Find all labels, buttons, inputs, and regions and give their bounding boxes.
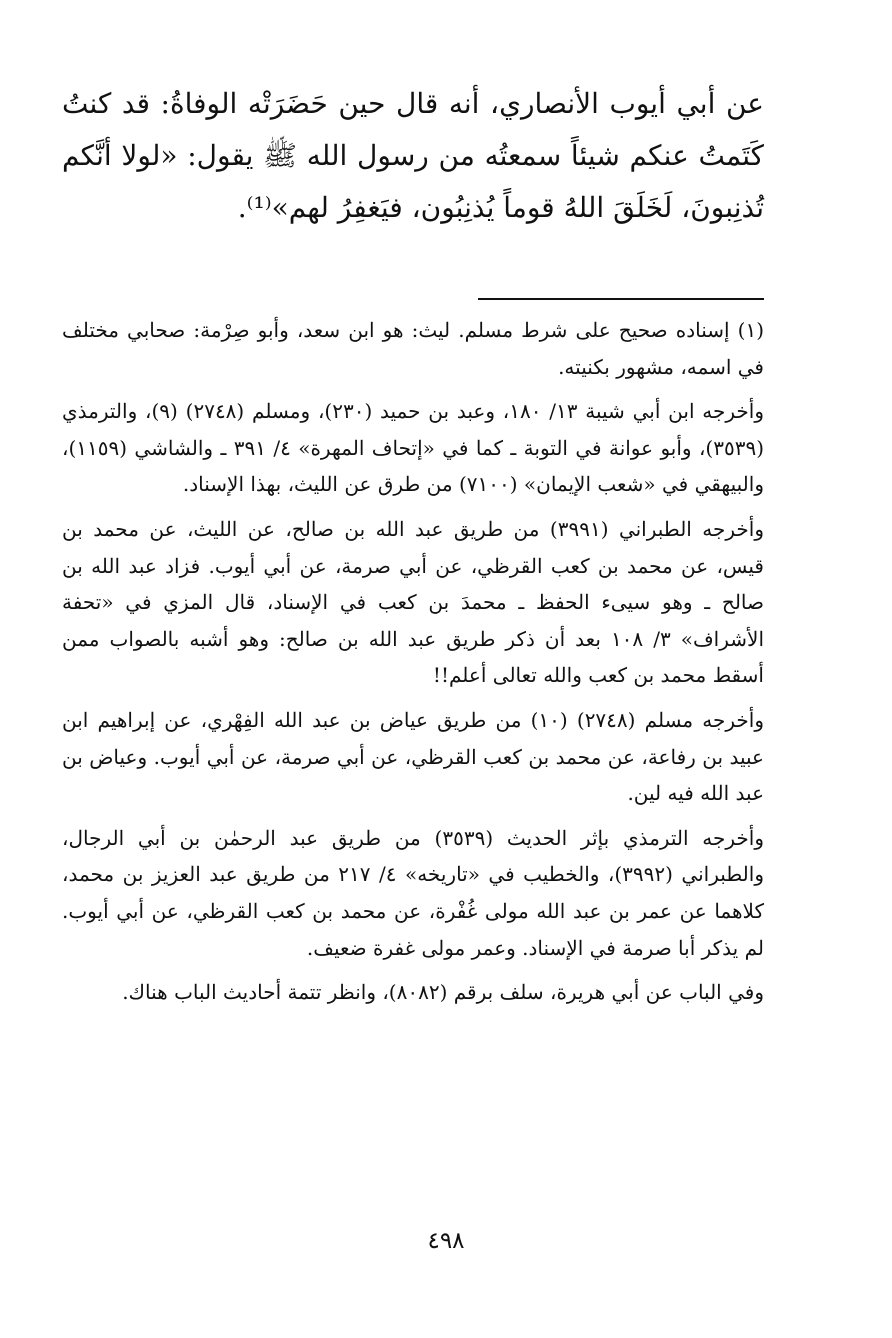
footnotes-block — [62, 312, 764, 1019]
main-text-block — [62, 78, 764, 234]
footnote-paragraph: (١) إسناده صحيح على شرط مسلم. ليث: هو ابن سعد، وأبو صِرْمة: صحابي مختلف في اسمه، مشهور بكنيته. — [62, 318, 764, 379]
hadith-text: عن أبي أيوب الأنصاري، أنه قال حين حَضَرَتْه الوفاةُ: قد كنتُ كَتَمتُ عنكم شيئاً سمعتُه من رسول الله ﷺ يقول: «لولا أنَّكم تُذنِبونَ، لَخَلَقَ اللهُ قوماً يُذنِبُون، فيَغفِرُ لهم»⁽¹⁾. — [62, 87, 764, 224]
footnote-paragraph: وأخرجه ابن أبي شيبة ١٣/ ١٨٠، وعبد بن حميد (٢٣٠)، ومسلم (٢٧٤٨) (٩)، والترمذي (٣٥٣٩)، وأبو عوانة في التوبة ـ كما في «إتحاف المهرة» ٤/ ٣٩١ ـ والشاشي (١١٥٩)، والبيهقي في «شعب الإيمان» (٧١٠٠) من طرق عن الليث، بهذا الإسناد. — [62, 399, 765, 497]
footnote-paragraph: وأخرجه الطبراني (٣٩٩١) من طريق عبد الله بن صالح، عن الليث، عن محمد بن قيس، عن محمد بن كعب القرظي، عن أبي صرمة، عن أبي أيوب. فزاد عبد الله بن صالح ـ وهو سيىء الحفظ ـ محمدَ بن كعب في الإسناد، قال المزي في «تحفة الأشراف» ٣/ ١٠٨ بعد أن ذكر طريق عبد الله بن صالح: وهو أشبه بالصواب ممن أسقط محمد بن كعب والله تعالى أعلم!! — [62, 516, 764, 688]
footnote-paragraph: وفي الباب عن أبي هريرة، سلف برقم (٨٠٨٢)، وانظر تتمة أحاديث الباب هناك. — [122, 980, 764, 1005]
footnote-paragraph: وأخرجه مسلم (٢٧٤٨) (١٠) من طريق عياض بن عبد الله الفِهْري، عن إبراهيم ابن عبيد بن رفاعة، عن محمد بن كعب القرظي، عن أبي صرمة، عن أبي أيوب. وعياض بن عبد الله فيه لين. — [62, 707, 764, 806]
footnote-separator — [478, 298, 764, 300]
footnote-paragraph: وأخرجه الترمذي بإثر الحديث (٣٥٣٩) من طريق عبد الرحمٰن بن أبي الرجال، والطبراني (٣٩٩٢)، والخطيب في «تاريخه» ٤/ ٢١٧ من طريق عبد العزيز بن محمد، كلاهما عن عمر بن عبد الله مولى غُفْرة، عن محمد بن كعب القرظي، عن أبي أيوب. لم يذكر أبا صرمة في الإسناد. وعمر مولى غفرة ضعيف. — [62, 825, 764, 960]
page-number: ٤٩٨ — [427, 1228, 465, 1254]
